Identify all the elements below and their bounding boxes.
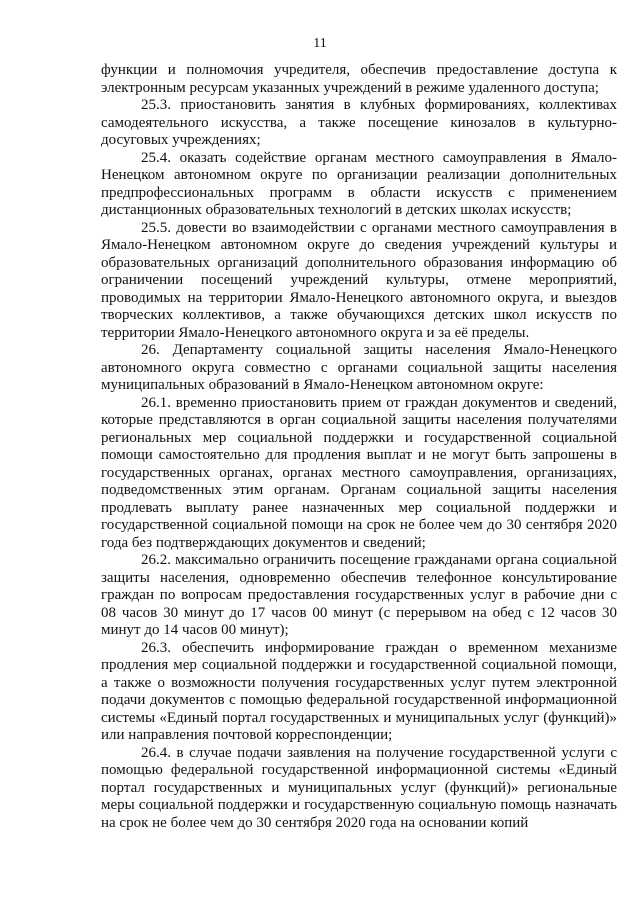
paragraph-26: 26. Департаменту социальной защиты населения Ямало-Ненецкого автономного округа совместно с органами социальной защиты населения муниципальных образований в Ямало-Ненецком автономном округе: [101, 342, 617, 393]
paragraph-25-4: 25.4. оказать содействие органам местного самоуправления в Ямало-Ненецком автономном округе по организации реализации дополнительных предпрофессиональных программ в области искусств с применением дистанционных образовательных технологий в детских школах искусств; [101, 149, 617, 218]
paragraph-26-4: 26.4. в случае подачи заявления на получение государственной услуги с помощью федеральной государственной информационной системы «Единый портал государственных и муниципальных услуг (функций)» региональные меры социальной поддержки и государственную социальную помощь назначать на срок не более чем до 30 сентября 2020 года на основании копий [101, 744, 617, 831]
paragraph-continuation: функции и полномочия учредителя, обеспечив предоставление доступа к электронным ресурсам указанных учреждений в режиме удаленного доступа; [101, 62, 617, 96]
page-number: 11 [313, 36, 327, 51]
paragraph-26-1: 26.1. временно приостановить прием от граждан документов и сведений, которые представляются в орган социальной защиты населения получателями региональных мер социальной поддержки и государственной социальной помощи самостоятельно для продления выплат и не могут быть запрошены в государственных органах, органах местного самоуправления, организациях, подведомственных этим органам. Органам социальной защиты населения продлевать выплату ранее назначенных мер социальной поддержки и государственной социальной помощи на срок не более чем до 30 сентября 2020 года без подтверждающих документов и сведений; [101, 394, 617, 551]
paragraph-25-3: 25.3. приостановить занятия в клубных формированиях, коллективах самодеятельного искусства, а также посещение кинозалов в культурно-досуговых учреждениях; [101, 97, 617, 148]
document-body [101, 62, 617, 832]
paragraph-26-3: 26.3. обеспечить информирование граждан о временном механизме продления мер социальной поддержки и государственной социальной помощи, а также о возможности получения государственных услуг путем электронной подачи документов с помощью федеральной государственной информационной системы «Единый портал государственных и муниципальных услуг (функций)» или направления почтовой корреспонденции; [101, 639, 617, 743]
paragraph-25-5: 25.5. довести во взаимодействии с органами местного самоуправления в Ямало-Ненецком автономном округе до сведения учреждений культуры и образовательных организаций дополнительного образования информацию об ограничении посещений учреждений культуры, отмене мероприятий, проводимых на территории Ямало-Ненецкого автономного округа, и выездов творческих коллективов, а также обучающихся детских школ искусств по территории Ямало-Ненецкого автономного округа и за её пределы. [101, 219, 617, 341]
paragraph-26-2: 26.2. максимально ограничить посещение гражданами органа социальной защиты населения, одновременно обеспечив телефонное консультирование граждан по вопросам предоставления государственных услуг в рабочие дни с 08 часов 30 минут до 17 часов 00 минут (с перерывом на обед с 12 часов 30 минут до 14 часов 00 минут); [101, 552, 617, 638]
